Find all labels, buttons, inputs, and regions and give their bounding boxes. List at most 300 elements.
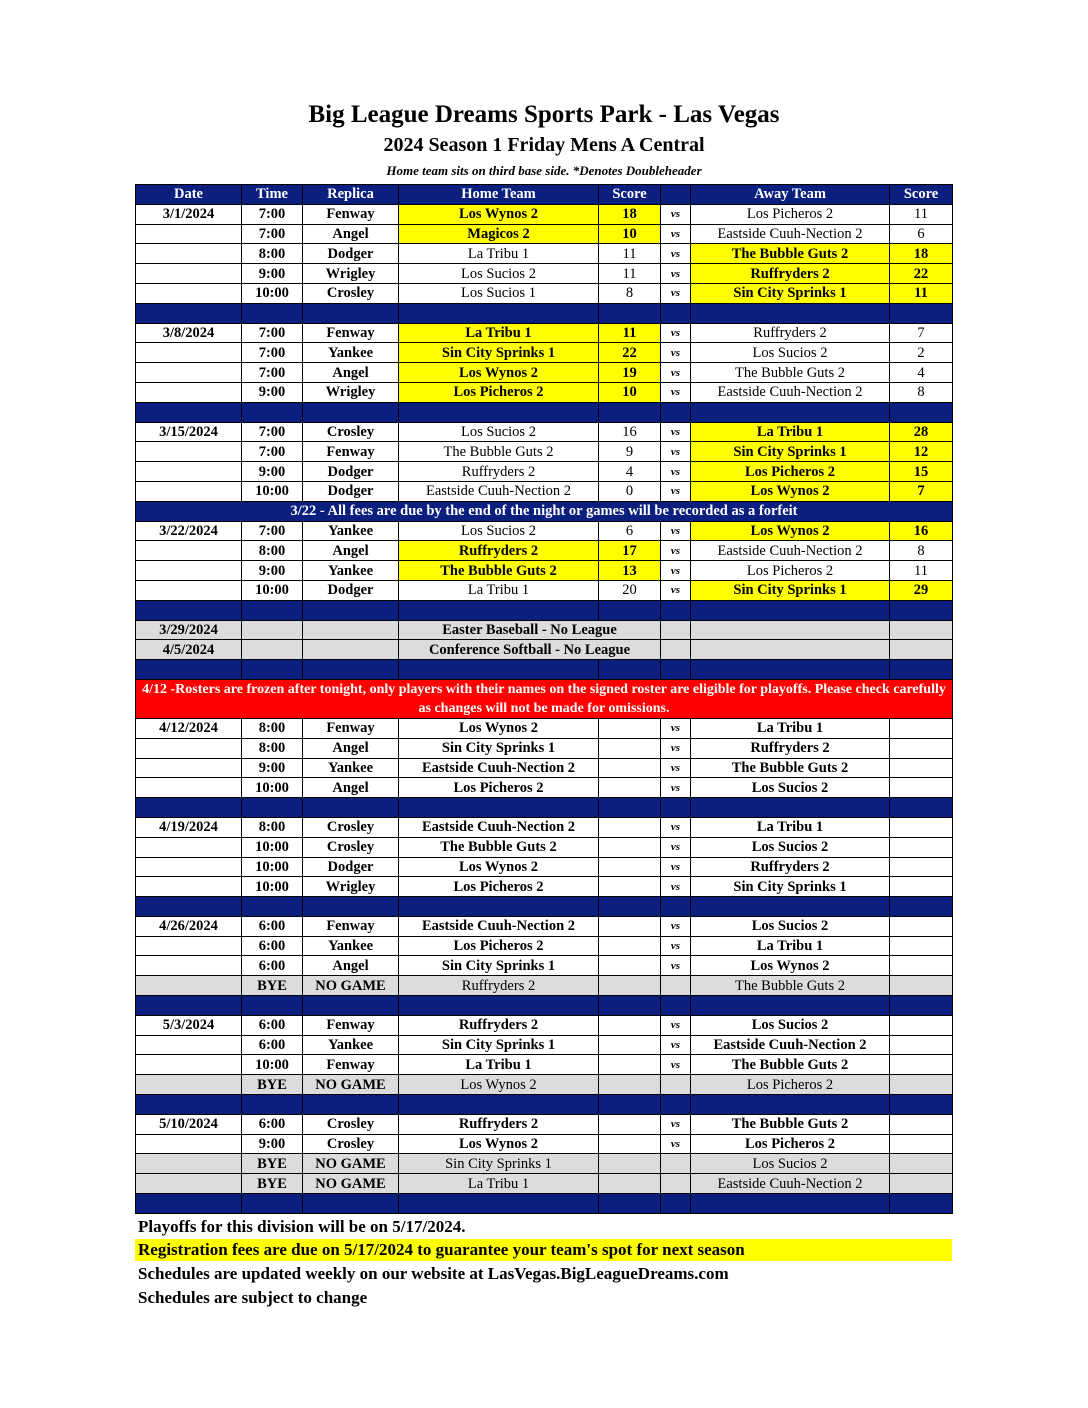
field-cell: Yankee [303, 936, 399, 956]
bye-row [136, 1075, 953, 1095]
week-separator [136, 303, 953, 323]
vs-cell [661, 1075, 691, 1095]
separator-cell [303, 660, 399, 680]
table-row [136, 541, 953, 561]
away-team: Los Sucios 2 [691, 1154, 890, 1174]
vs-cell: vs [661, 343, 691, 363]
separator-cell [890, 402, 953, 422]
date-cell: 4/26/2024 [136, 916, 242, 936]
separator-cell [599, 1095, 661, 1115]
away-score: 11 [890, 283, 953, 303]
home-team: La Tribu 1 [399, 1055, 599, 1075]
home-score [599, 837, 661, 857]
date-cell: 3/15/2024 [136, 422, 242, 442]
footer-website: Schedules are updated weekly on our website at LasVegas.BigLeagueDreams.com [138, 1264, 729, 1283]
home-score: 9 [599, 442, 661, 462]
away-score [890, 758, 953, 778]
date-cell: 4/5/2024 [136, 640, 242, 660]
field-cell: Crosley [303, 1134, 399, 1154]
week-separator [136, 1095, 953, 1115]
away-team: Los Picheros 2 [691, 1134, 890, 1154]
away-team: Ruffryders 2 [691, 264, 890, 284]
table-row [136, 1015, 953, 1035]
vs-cell: vs [661, 1035, 691, 1055]
away-team: The Bubble Guts 2 [691, 976, 890, 996]
time-cell: 10:00 [242, 877, 303, 897]
home-score [599, 877, 661, 897]
away-team: The Bubble Guts 2 [691, 363, 890, 383]
field-cell: Angel [303, 778, 399, 798]
separator-cell [399, 996, 599, 1016]
separator-cell [691, 600, 890, 620]
home-team: Eastside Cuuh-Nection 2 [399, 481, 599, 501]
no-league-text: Conference Softball - No League [399, 640, 661, 660]
field-cell: Fenway [303, 204, 399, 224]
separator-cell [399, 1095, 599, 1115]
table-row [136, 1035, 953, 1055]
date-cell: 4/19/2024 [136, 817, 242, 837]
separator-cell [661, 1095, 691, 1115]
away-score [890, 1134, 953, 1154]
vs-cell: vs [661, 1114, 691, 1134]
away-team: Sin City Sprinks 1 [691, 442, 890, 462]
away-team: Eastside Cuuh-Nection 2 [691, 1035, 890, 1055]
home-team: Eastside Cuuh-Nection 2 [399, 758, 599, 778]
time-cell: 9:00 [242, 1134, 303, 1154]
date-cell: 5/3/2024 [136, 1015, 242, 1035]
date-cell [136, 1174, 242, 1194]
home-team: Sin City Sprinks 1 [399, 956, 599, 976]
home-score [599, 916, 661, 936]
separator-cell [303, 996, 399, 1016]
separator-cell [691, 660, 890, 680]
table-row [136, 244, 953, 264]
time-cell: BYE [242, 1154, 303, 1174]
home-score: 4 [599, 462, 661, 482]
away-team: Los Sucios 2 [691, 1015, 890, 1035]
home-team: Los Wynos 2 [399, 1075, 599, 1095]
date-cell [136, 956, 242, 976]
away-team: Los Picheros 2 [691, 561, 890, 581]
home-score [599, 936, 661, 956]
separator-cell [242, 897, 303, 917]
away-team: Sin City Sprinks 1 [691, 877, 890, 897]
separator-cell [691, 798, 890, 818]
separator-cell [691, 897, 890, 917]
away-score: 15 [890, 462, 953, 482]
table-row [136, 817, 953, 837]
home-score [599, 817, 661, 837]
away-score [890, 1154, 953, 1174]
separator-cell [399, 660, 599, 680]
away-score: 2 [890, 343, 953, 363]
field-cell: Fenway [303, 323, 399, 343]
field-cell: NO GAME [303, 1174, 399, 1194]
table-row [136, 778, 953, 798]
table-row [136, 1055, 953, 1075]
table-row [136, 323, 953, 343]
home-team: La Tribu 1 [399, 1174, 599, 1194]
vs-cell: vs [661, 936, 691, 956]
table-header [136, 185, 953, 205]
date-cell [136, 264, 242, 284]
separator-cell [661, 996, 691, 1016]
vs-cell: vs [661, 442, 691, 462]
away-score [890, 718, 953, 738]
time-cell: 8:00 [242, 244, 303, 264]
home-team: Los Wynos 2 [399, 363, 599, 383]
separator-cell [599, 660, 661, 680]
vs-cell: vs [661, 561, 691, 581]
field-cell: NO GAME [303, 976, 399, 996]
separator-cell [661, 897, 691, 917]
separator-cell [599, 600, 661, 620]
home-score: 11 [599, 244, 661, 264]
vs-cell: vs [661, 244, 691, 264]
no-league-row [136, 640, 953, 660]
away-team: Los Sucios 2 [691, 837, 890, 857]
schedule-table [135, 184, 953, 1214]
table-row [136, 422, 953, 442]
table-row [136, 224, 953, 244]
table-row [136, 1134, 953, 1154]
field-cell: Angel [303, 363, 399, 383]
away-team: Los Picheros 2 [691, 204, 890, 224]
date-cell [136, 462, 242, 482]
date-cell [136, 363, 242, 383]
date-cell [136, 778, 242, 798]
away-team: Eastside Cuuh-Nection 2 [691, 541, 890, 561]
separator-cell [303, 897, 399, 917]
separator-cell [136, 303, 242, 323]
field-cell: Fenway [303, 1055, 399, 1075]
table-row [136, 343, 953, 363]
home-team: Los Picheros 2 [399, 778, 599, 798]
time-cell: 8:00 [242, 817, 303, 837]
page-title: Big League Dreams Sports Park - Las Vegas [308, 101, 780, 128]
time-cell: 6:00 [242, 956, 303, 976]
away-team: Ruffryders 2 [691, 738, 890, 758]
away-team: Eastside Cuuh-Nection 2 [691, 1174, 890, 1194]
week-separator [136, 600, 953, 620]
field-cell: Fenway [303, 1015, 399, 1035]
home-score [599, 1134, 661, 1154]
table-row [136, 521, 953, 541]
separator-cell [691, 996, 890, 1016]
field-cell: Angel [303, 738, 399, 758]
vs-cell: vs [661, 422, 691, 442]
home-score: 6 [599, 521, 661, 541]
home-score [599, 1154, 661, 1174]
separator-cell [661, 303, 691, 323]
away-team: Sin City Sprinks 1 [691, 283, 890, 303]
away-cell [691, 620, 890, 640]
away-score: 4 [890, 363, 953, 383]
home-team: Los Picheros 2 [399, 936, 599, 956]
date-cell [136, 1055, 242, 1075]
away-team: Eastside Cuuh-Nection 2 [691, 382, 890, 402]
away-score: 8 [890, 541, 953, 561]
field-cell: Crosley [303, 422, 399, 442]
home-team: Los Sucios 2 [399, 422, 599, 442]
no-league-row [136, 620, 953, 640]
home-team: Los Wynos 2 [399, 204, 599, 224]
field-cell: Crosley [303, 817, 399, 837]
date-cell [136, 283, 242, 303]
field-cell: Dodger [303, 857, 399, 877]
date-cell [136, 857, 242, 877]
vs-cell [661, 640, 691, 660]
separator-cell [399, 600, 599, 620]
home-score: 17 [599, 541, 661, 561]
time-cell: BYE [242, 1174, 303, 1194]
table-row [136, 857, 953, 877]
vs-cell: vs [661, 264, 691, 284]
vs-cell: vs [661, 956, 691, 976]
away-score: 29 [890, 580, 953, 600]
week-separator [136, 996, 953, 1016]
time-cell: 7:00 [242, 422, 303, 442]
vs-cell: vs [661, 738, 691, 758]
separator-cell [661, 660, 691, 680]
separator-cell [890, 1095, 953, 1115]
separator-cell [890, 897, 953, 917]
away-score [890, 956, 953, 976]
fee-notice: 3/22 - All fees are due by the end of the night or games will be recorded as a forfeit [136, 501, 953, 521]
separator-cell [399, 897, 599, 917]
field-cell: Yankee [303, 758, 399, 778]
away-score: 7 [890, 323, 953, 343]
away-team: Los Wynos 2 [691, 521, 890, 541]
home-team: Magicos 2 [399, 224, 599, 244]
away-team: La Tribu 1 [691, 817, 890, 837]
away-team: La Tribu 1 [691, 718, 890, 738]
date-cell [136, 580, 242, 600]
field-cell: NO GAME [303, 1154, 399, 1174]
separator-cell [136, 660, 242, 680]
field-cell: Dodger [303, 462, 399, 482]
vs-cell: vs [661, 363, 691, 383]
home-score: 20 [599, 580, 661, 600]
date-cell [136, 1075, 242, 1095]
home-score: 8 [599, 283, 661, 303]
away-score [890, 640, 953, 660]
separator-cell [599, 996, 661, 1016]
page-note: Home team sits on third base side. *Denotes Doubleheader [386, 163, 702, 178]
separator-cell [242, 798, 303, 818]
away-score [890, 817, 953, 837]
column-header: Home Team [399, 185, 599, 205]
separator-cell [661, 1194, 691, 1214]
time-cell: BYE [242, 1075, 303, 1095]
separator-cell [599, 402, 661, 422]
date-cell [136, 758, 242, 778]
field-cell: Wrigley [303, 877, 399, 897]
week-separator [136, 897, 953, 917]
field-cell: Fenway [303, 916, 399, 936]
vs-cell: vs [661, 817, 691, 837]
column-header [661, 185, 691, 205]
separator-cell [399, 1194, 599, 1214]
separator-cell [890, 798, 953, 818]
table-row [136, 837, 953, 857]
date-cell [136, 561, 242, 581]
separator-cell [661, 798, 691, 818]
date-cell [136, 244, 242, 264]
separator-cell [242, 600, 303, 620]
vs-cell: vs [661, 1055, 691, 1075]
time-cell [242, 640, 303, 660]
table-row [136, 481, 953, 501]
time-cell: 9:00 [242, 462, 303, 482]
separator-cell [399, 798, 599, 818]
time-cell: 8:00 [242, 718, 303, 738]
column-header: Score [890, 185, 953, 205]
column-header: Away Team [691, 185, 890, 205]
date-cell [136, 877, 242, 897]
separator-cell [242, 1095, 303, 1115]
separator-cell [136, 897, 242, 917]
away-team: Los Sucios 2 [691, 778, 890, 798]
date-cell [136, 976, 242, 996]
time-cell: 10:00 [242, 837, 303, 857]
away-score [890, 620, 953, 640]
away-team: Los Wynos 2 [691, 481, 890, 501]
date-cell [136, 837, 242, 857]
field-cell: Angel [303, 541, 399, 561]
vs-cell: vs [661, 382, 691, 402]
date-cell: 3/1/2024 [136, 204, 242, 224]
time-cell: 10:00 [242, 481, 303, 501]
away-score [890, 976, 953, 996]
date-cell [136, 936, 242, 956]
vs-cell: vs [661, 1134, 691, 1154]
time-cell: 8:00 [242, 541, 303, 561]
home-score [599, 758, 661, 778]
vs-cell: vs [661, 580, 691, 600]
vs-cell: vs [661, 541, 691, 561]
home-team: Los Sucios 2 [399, 521, 599, 541]
page-subtitle: 2024 Season 1 Friday Mens A Central [383, 134, 705, 156]
time-cell: 7:00 [242, 323, 303, 343]
home-score [599, 1174, 661, 1194]
time-cell [242, 620, 303, 640]
separator-cell [303, 1194, 399, 1214]
time-cell: 9:00 [242, 561, 303, 581]
away-score [890, 1055, 953, 1075]
separator-cell [136, 1095, 242, 1115]
roster-alert: 4/12 -Rosters are frozen after tonight, only players with their names on the signed roster are eligible for playoffs. Please check carefully as changes will not be made for omissions. [136, 679, 953, 718]
table-row [136, 264, 953, 284]
field-cell: Angel [303, 224, 399, 244]
away-team: La Tribu 1 [691, 936, 890, 956]
home-team: La Tribu 1 [399, 323, 599, 343]
separator-cell [303, 402, 399, 422]
time-cell: 10:00 [242, 1055, 303, 1075]
date-cell: 3/22/2024 [136, 521, 242, 541]
table-row [136, 1114, 953, 1134]
away-team: The Bubble Guts 2 [691, 758, 890, 778]
away-score [890, 936, 953, 956]
away-score [890, 778, 953, 798]
table-row [136, 580, 953, 600]
time-cell: 7:00 [242, 521, 303, 541]
separator-cell [890, 660, 953, 680]
away-team: Los Picheros 2 [691, 1075, 890, 1095]
date-cell: 3/29/2024 [136, 620, 242, 640]
date-cell [136, 1035, 242, 1055]
away-team: Los Sucios 2 [691, 916, 890, 936]
home-score: 11 [599, 264, 661, 284]
away-score: 7 [890, 481, 953, 501]
away-score: 12 [890, 442, 953, 462]
time-cell: 8:00 [242, 738, 303, 758]
vs-cell: vs [661, 283, 691, 303]
home-score [599, 857, 661, 877]
away-team: Sin City Sprinks 1 [691, 580, 890, 600]
home-score: 10 [599, 382, 661, 402]
table-row [136, 956, 953, 976]
home-score [599, 1114, 661, 1134]
vs-cell: vs [661, 877, 691, 897]
separator-cell [136, 402, 242, 422]
separator-cell [691, 1095, 890, 1115]
date-cell [136, 1154, 242, 1174]
home-team: La Tribu 1 [399, 580, 599, 600]
time-cell: 7:00 [242, 204, 303, 224]
home-team: Sin City Sprinks 1 [399, 1154, 599, 1174]
field-cell: Fenway [303, 718, 399, 738]
away-score [890, 916, 953, 936]
week-separator [136, 402, 953, 422]
separator-cell [242, 996, 303, 1016]
separator-cell [242, 1194, 303, 1214]
separator-cell [303, 303, 399, 323]
separator-cell [136, 600, 242, 620]
table-row [136, 877, 953, 897]
field-cell: Fenway [303, 442, 399, 462]
footer-subject: Schedules are subject to change [138, 1288, 368, 1307]
away-team: The Bubble Guts 2 [691, 1114, 890, 1134]
column-header: Time [242, 185, 303, 205]
separator-cell [599, 1194, 661, 1214]
vs-cell: vs [661, 857, 691, 877]
time-cell: 7:00 [242, 224, 303, 244]
separator-cell [890, 1194, 953, 1214]
fee-notice-row [136, 501, 953, 521]
away-team: Ruffryders 2 [691, 323, 890, 343]
home-score: 22 [599, 343, 661, 363]
home-score [599, 1075, 661, 1095]
home-team: Ruffryders 2 [399, 1114, 599, 1134]
separator-cell [242, 660, 303, 680]
separator-cell [303, 798, 399, 818]
bye-row [136, 976, 953, 996]
separator-cell [136, 996, 242, 1016]
home-team: Ruffryders 2 [399, 976, 599, 996]
roster-alert-row [136, 679, 953, 718]
away-score: 22 [890, 264, 953, 284]
home-team: Los Wynos 2 [399, 857, 599, 877]
field-cell: NO GAME [303, 1075, 399, 1095]
table-row [136, 758, 953, 778]
column-header: Score [599, 185, 661, 205]
away-score [890, 1174, 953, 1194]
away-team: La Tribu 1 [691, 422, 890, 442]
table-row [136, 916, 953, 936]
home-team: Los Picheros 2 [399, 877, 599, 897]
separator-cell [242, 402, 303, 422]
